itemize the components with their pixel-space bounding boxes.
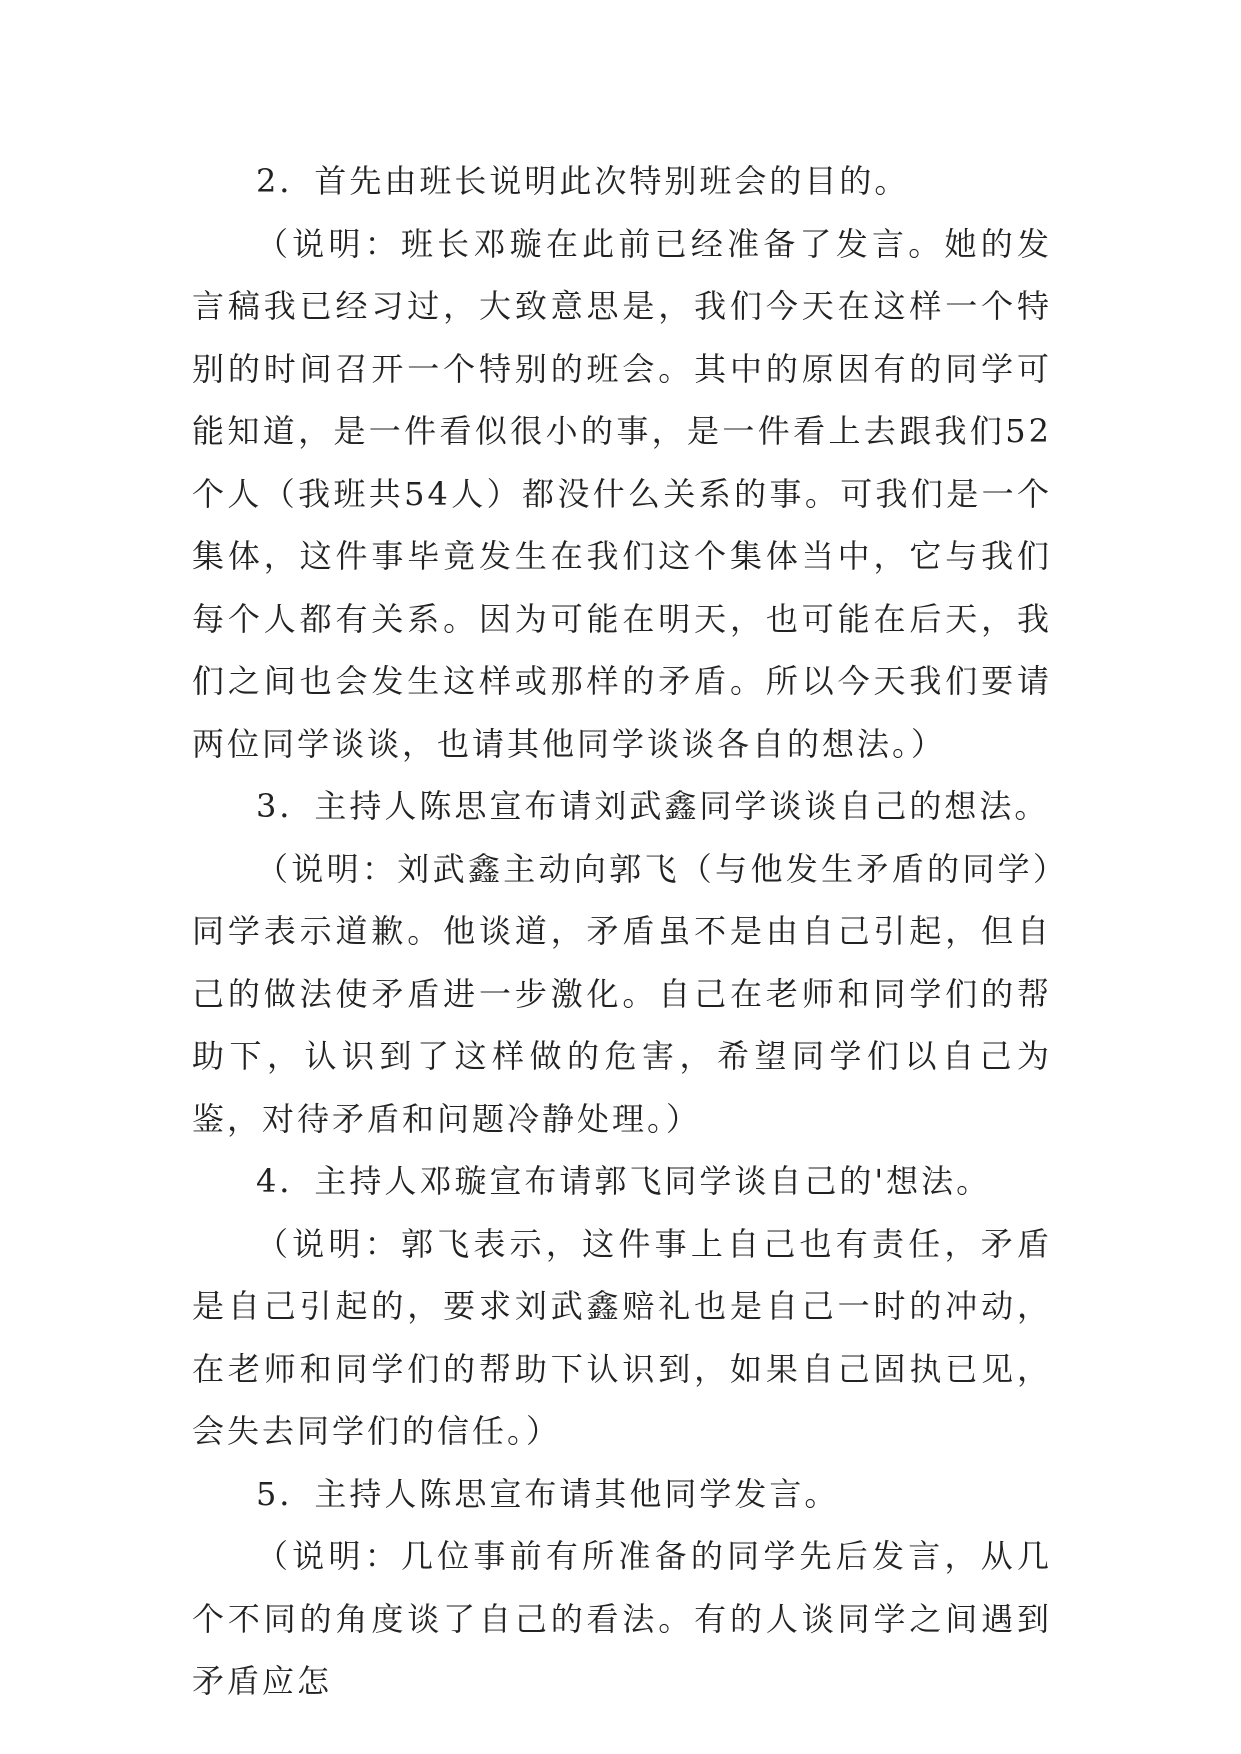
document-body bbox=[192, 150, 1052, 1713]
paragraph-note-monitor-speech: （说明：班长邓璇在此前已经准备了发言。她的发言稿我已经习过，大致意思是，我们今天在这样一个特别的时间召开一个特别的班会。其中的原因有的同学可能知道，是一件看似很小的事，是一件看上去跟我们52个人（我班共54人）都没什么关系的事。可我们是一个集体，这件事毕竟发生在我们这个集体当中，它与我们每个人都有关系。因为可能在明天，也可能在后天，我们之间也会发生这样或那样的矛盾。所以今天我们要请两位同学谈谈，也请其他同学谈谈各自的想法。） bbox=[192, 224, 1052, 763]
paragraph-item-2: 2．首先由班长说明此次特别班会的目的。 bbox=[256, 162, 910, 200]
paragraph-note-guo-fei: （说明：郭飞表示，这件事上自己也有责任，矛盾是自己引起的，要求刘武鑫赔礼也是自己一时的冲动，在老师和同学们的帮助下认识到，如果自己固执已见，会失去同学们的信任。） bbox=[192, 1224, 1052, 1450]
paragraph-item-3: 3．主持人陈思宣布请刘武鑫同学谈谈自己的想法。 bbox=[256, 787, 1050, 825]
paragraph-note-other-students: （说明：几位事前有所准备的同学先后发言，从几个不同的角度谈了自己的看法。有的人谈同学之间遇到矛盾应怎 bbox=[192, 1537, 1052, 1700]
paragraph-note-liu-wuxin: （说明：刘武鑫主动向郭飞（与他发生矛盾的同学）同学表示道歉。他谈道，矛盾虽不是由自己引起，但自己的做法使矛盾进一步激化。自己在老师和同学们的帮助下，认识到了这样做的危害，希望同学们以自己为鉴，对待矛盾和问题冷静处理。） bbox=[192, 849, 1052, 1138]
paragraph-item-5: 5．主持人陈思宣布请其他同学发言。 bbox=[256, 1474, 840, 1513]
paragraph-item-4: 4．主持人邓璇宣布请郭飞同学谈自己的'想法。 bbox=[256, 1162, 992, 1200]
